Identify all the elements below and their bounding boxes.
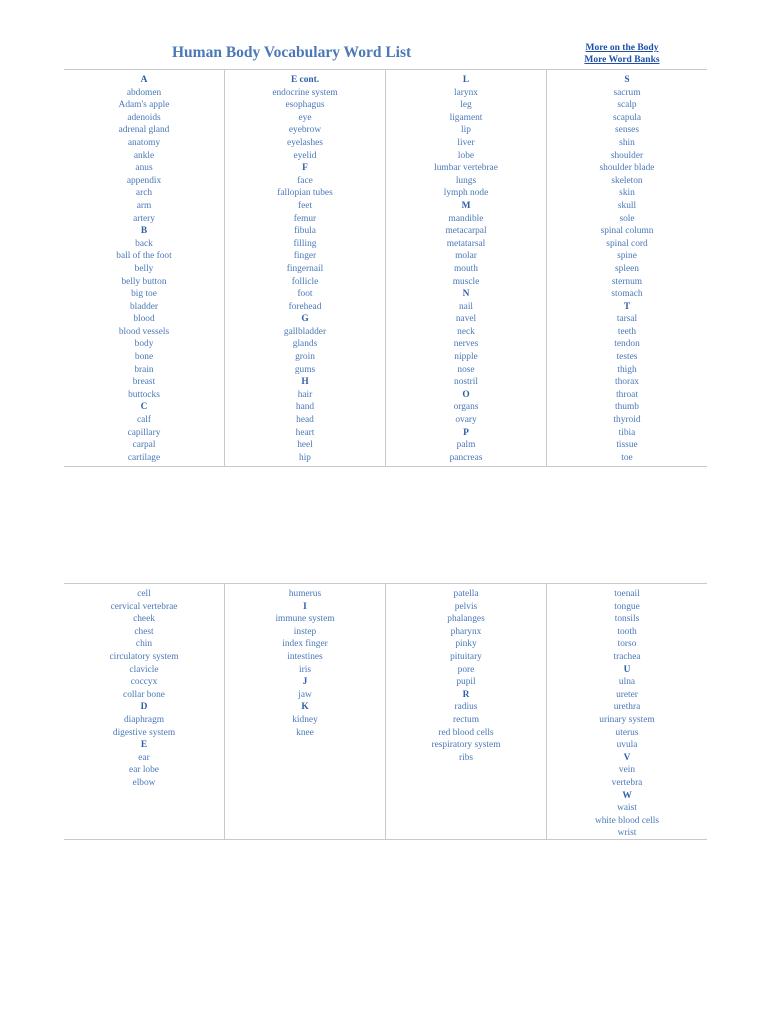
word-item: shoulder — [610, 150, 644, 161]
word-item: white blood cells — [594, 815, 660, 826]
word-item: gums — [294, 364, 316, 375]
word-item: tissue — [616, 440, 638, 451]
word-item: pupil — [456, 677, 476, 688]
word-item: shin — [619, 137, 635, 148]
word-item: ribs — [458, 752, 474, 763]
word-item: mouth — [454, 263, 478, 274]
word-item: hand — [295, 402, 315, 413]
word-item: heart — [295, 427, 315, 438]
word-item: toe — [621, 452, 633, 463]
word-item: eyelid — [293, 150, 317, 161]
word-item: intestines — [287, 651, 323, 662]
letter-heading: T — [623, 301, 631, 312]
word-item: big toe — [131, 289, 157, 300]
word-item: knee — [296, 727, 314, 738]
word-item: gallbladder — [283, 326, 327, 337]
letter-heading: K — [301, 702, 309, 713]
letter-heading: C — [140, 402, 148, 413]
word-item: coccyx — [130, 677, 158, 688]
word-item: chest — [134, 626, 154, 637]
word-item: skull — [617, 200, 637, 211]
word-item: red blood cells — [438, 727, 494, 738]
word-item: adenoids — [127, 112, 161, 123]
page-title: Human Body Vocabulary Word List — [172, 44, 412, 61]
word-item: radius — [454, 702, 478, 713]
word-item: endocrine system — [272, 87, 338, 98]
letter-heading: E — [140, 740, 148, 751]
letter-heading: G — [301, 314, 309, 325]
word-item: blood — [133, 314, 155, 325]
word-item: torso — [617, 639, 637, 650]
letter-heading: D — [140, 702, 148, 713]
word-item: abdomen — [126, 87, 162, 98]
word-item: buttocks — [128, 389, 160, 400]
word-item: wrist — [617, 828, 637, 839]
word-item: fibula — [294, 226, 316, 237]
word-item: ligament — [449, 112, 483, 123]
word-item: uvula — [616, 740, 638, 751]
word-item: glands — [292, 339, 318, 350]
word-item: lobe — [457, 150, 475, 161]
word-item: tibia — [618, 427, 636, 438]
letter-heading: V — [623, 752, 631, 763]
letter-heading: R — [462, 689, 470, 700]
word-item: uterus — [615, 727, 639, 738]
word-table-1 — [64, 69, 707, 467]
more-on-the-body-link[interactable]: More on the Body — [585, 43, 659, 53]
word-item: femur — [293, 213, 317, 224]
letter-heading: I — [303, 601, 307, 612]
word-item: nose — [457, 364, 475, 375]
word-item: jaw — [298, 689, 312, 700]
word-item: mandible — [448, 213, 484, 224]
word-item: pinky — [455, 639, 477, 650]
word-item: belly button — [121, 276, 167, 287]
word-item: fallopian tubes — [277, 188, 333, 199]
word-item: back — [135, 238, 153, 249]
word-item: forehead — [288, 301, 322, 312]
word-item: diaphragm — [123, 714, 165, 725]
word-item: tonsils — [614, 614, 640, 625]
word-item: teeth — [617, 326, 637, 337]
word-item: brain — [134, 364, 154, 375]
word-item: urinary system — [599, 714, 655, 725]
word-item: head — [296, 415, 314, 426]
word-column — [547, 584, 707, 839]
word-item: elbow — [132, 777, 156, 788]
word-item: patella — [453, 589, 479, 599]
word-item: follicle — [291, 276, 319, 287]
word-item: index finger — [282, 639, 328, 650]
word-item: heel — [297, 440, 313, 451]
word-item: molar — [455, 251, 477, 262]
word-column — [547, 70, 707, 466]
word-item: pharynx — [450, 626, 482, 637]
word-item: ball of the foot — [116, 251, 172, 262]
word-column — [386, 584, 547, 839]
word-item: hair — [297, 389, 313, 400]
word-item: skin — [619, 188, 635, 199]
word-item: face — [297, 175, 313, 186]
word-column — [386, 70, 547, 466]
word-item: cervical vertebrae — [110, 601, 178, 612]
word-item: nail — [458, 301, 474, 312]
word-item: appendix — [126, 175, 162, 186]
word-item: cell — [137, 589, 151, 599]
word-item: phalanges — [447, 614, 485, 625]
letter-heading: U — [623, 664, 631, 675]
word-item: thorax — [615, 377, 639, 388]
word-item: kidney — [292, 714, 318, 725]
word-item: metatarsal — [446, 238, 486, 249]
word-item: lip — [461, 125, 471, 136]
letter-heading: W — [622, 790, 632, 801]
word-item: esophagus — [285, 100, 325, 111]
word-item: humerus — [288, 589, 322, 599]
word-item: hip — [299, 452, 311, 463]
word-item: organs — [453, 402, 479, 413]
word-item: cartilage — [127, 452, 161, 463]
word-item: ankle — [133, 150, 155, 161]
word-column — [225, 70, 386, 466]
word-item: stomach — [611, 289, 643, 300]
word-item: thumb — [615, 402, 639, 413]
header-links — [572, 42, 672, 66]
word-item: nipple — [454, 352, 478, 363]
letter-heading: E cont. — [290, 75, 320, 85]
word-item: testes — [616, 352, 638, 363]
word-item: cheek — [133, 614, 155, 625]
word-item: eye — [298, 112, 312, 123]
word-item: filling — [293, 238, 317, 249]
word-item: pore — [457, 664, 475, 675]
word-item: lymph node — [443, 188, 489, 199]
word-item: calf — [136, 415, 152, 426]
word-item: arch — [135, 188, 153, 199]
word-item: capillary — [127, 427, 161, 438]
word-item: belly — [134, 263, 154, 274]
word-item: body — [134, 339, 154, 350]
word-item: larynx — [454, 87, 478, 98]
word-item: pituitary — [450, 651, 482, 662]
word-item: eyelashes — [287, 137, 323, 148]
word-item: shoulder blade — [599, 163, 655, 174]
letter-heading: N — [462, 289, 470, 300]
word-item: sternum — [611, 276, 643, 287]
word-item: foot — [297, 289, 313, 300]
letter-heading: A — [140, 75, 148, 85]
word-item: immune system — [275, 614, 335, 625]
word-item: ear — [138, 752, 150, 763]
letter-heading: M — [461, 200, 471, 211]
word-item: toenail — [614, 589, 640, 599]
word-item: nerves — [453, 339, 479, 350]
word-item: thigh — [617, 364, 637, 375]
word-item: liver — [457, 137, 475, 148]
word-item: trachea — [613, 651, 641, 662]
word-item: chin — [135, 639, 153, 650]
word-item: arm — [136, 200, 152, 211]
letter-heading: S — [624, 75, 630, 85]
word-item: bladder — [129, 301, 159, 312]
word-item: metacarpal — [445, 226, 487, 237]
word-item: spleen — [615, 263, 639, 274]
word-item: skeleton — [611, 175, 643, 186]
word-item: spinal cord — [606, 238, 648, 249]
word-item: groin — [295, 352, 315, 363]
word-item: leg — [460, 100, 472, 111]
word-item: anus — [135, 163, 153, 174]
word-item: finger — [293, 251, 317, 262]
word-item: tendon — [614, 339, 640, 350]
word-item: carpal — [132, 440, 156, 451]
word-item: clavicle — [129, 664, 159, 675]
word-item: blood vessels — [118, 326, 170, 337]
word-item: Adam's apple — [118, 100, 170, 111]
word-column — [64, 584, 225, 839]
word-item: navel — [455, 314, 477, 325]
word-item: instep — [293, 626, 317, 637]
word-item: spine — [617, 251, 637, 262]
word-item: circulatory system — [109, 651, 179, 662]
letter-heading: H — [301, 377, 309, 388]
word-item: tarsal — [616, 314, 638, 325]
word-item: scapula — [612, 112, 642, 123]
word-item: lungs — [455, 175, 477, 186]
word-table-2 — [64, 583, 707, 840]
word-item: urethra — [613, 702, 641, 713]
word-item: thyroid — [613, 415, 641, 426]
word-item: senses — [615, 125, 639, 136]
word-item: tooth — [617, 626, 637, 637]
word-item: muscle — [452, 276, 480, 287]
word-item: digestive system — [112, 727, 176, 738]
letter-heading: F — [302, 163, 308, 174]
letter-heading: B — [140, 226, 148, 237]
word-item: respiratory system — [431, 740, 501, 751]
word-item: ureter — [616, 689, 638, 700]
word-item: scalp — [617, 100, 637, 111]
word-item: feet — [297, 200, 313, 211]
word-item: waist — [617, 803, 637, 814]
word-item: vertebra — [611, 777, 643, 788]
word-item: tongue — [614, 601, 640, 612]
word-item: ovary — [455, 415, 477, 426]
letter-heading: L — [462, 75, 470, 85]
word-item: collar bone — [123, 689, 165, 700]
word-item: fingernail — [286, 263, 324, 274]
letter-heading: P — [463, 427, 469, 438]
word-item: palm — [456, 440, 476, 451]
word-item: sole — [619, 213, 635, 224]
word-item: ulna — [618, 677, 636, 688]
word-item: artery — [133, 213, 155, 224]
word-item: nostril — [454, 377, 478, 388]
word-item: vein — [618, 765, 636, 776]
word-item: throat — [616, 389, 638, 400]
word-column — [64, 70, 225, 466]
word-item: breast — [132, 377, 156, 388]
word-item: pancreas — [449, 452, 483, 463]
more-word-banks-link[interactable]: More Word Banks — [584, 55, 660, 65]
word-item: rectum — [452, 714, 480, 725]
letter-heading: J — [302, 677, 308, 688]
word-item: bone — [134, 352, 154, 363]
word-item: ear lobe — [129, 765, 159, 776]
word-item: eyebrow — [288, 125, 322, 136]
word-item: iris — [299, 664, 311, 675]
word-item: adrenal gland — [118, 125, 170, 136]
letter-heading: O — [462, 389, 470, 400]
word-item: spinal column — [600, 226, 654, 237]
word-item: sacrum — [613, 87, 641, 98]
word-column — [225, 584, 386, 839]
word-item: lumbar vertebrae — [434, 163, 498, 174]
word-item: anatomy — [127, 137, 161, 148]
word-item: neck — [457, 326, 475, 337]
word-item: pelvis — [454, 601, 478, 612]
